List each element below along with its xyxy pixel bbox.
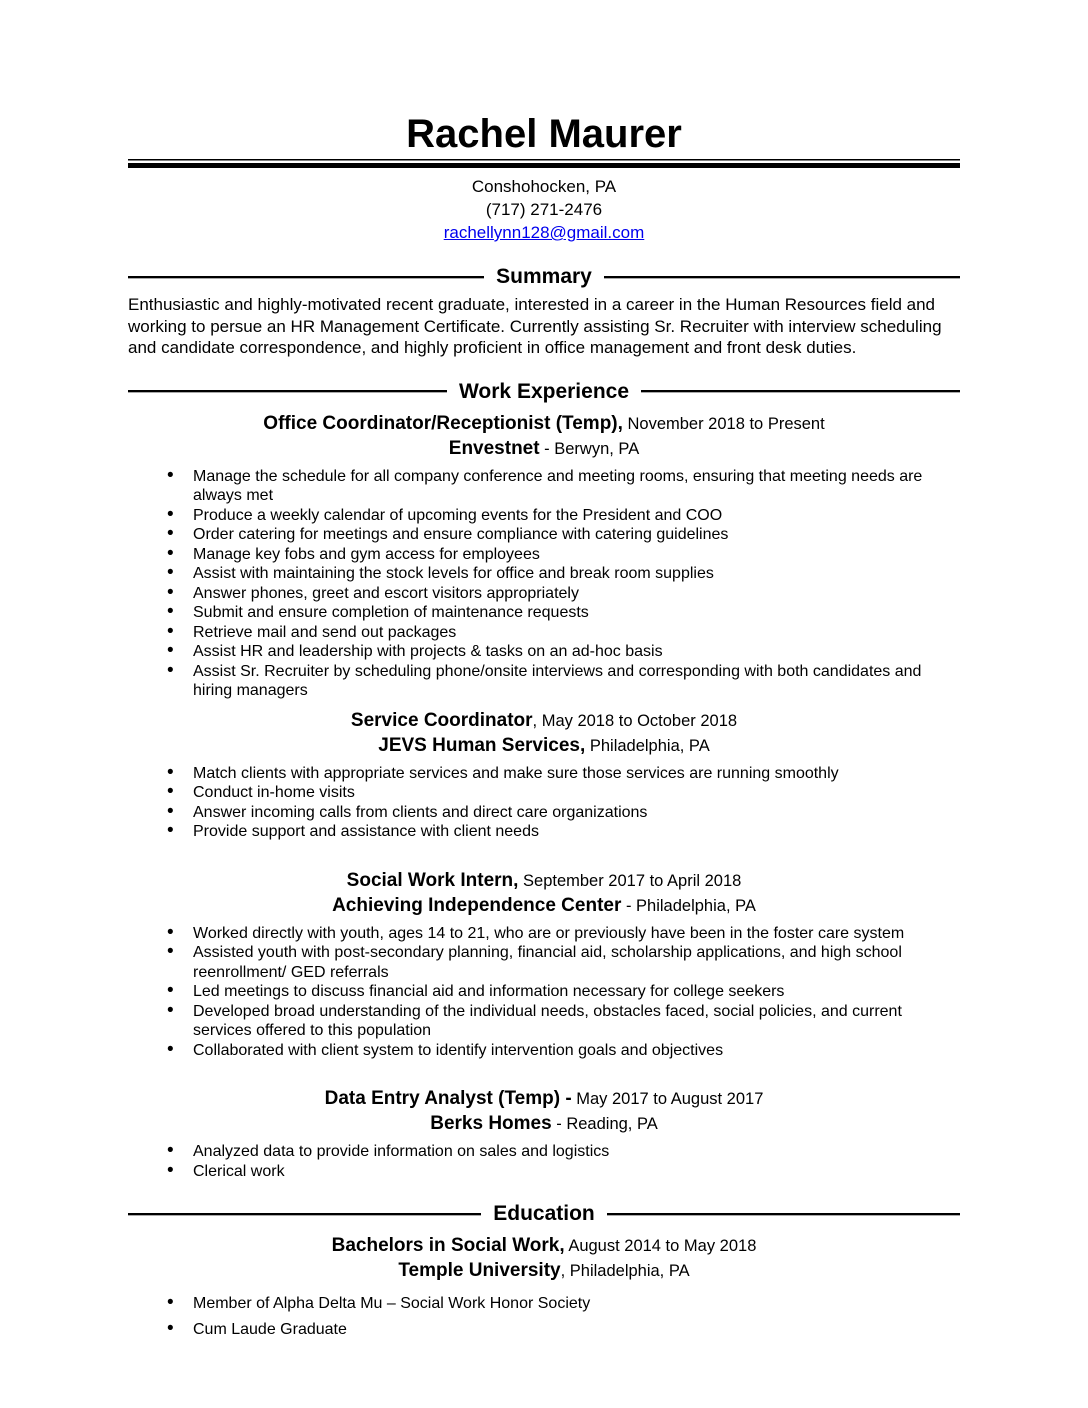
education-degree: Bachelors in Social Work,: [331, 1235, 565, 1256]
summary-section-title: Summary: [496, 265, 592, 288]
education-section-title: Education: [493, 1202, 595, 1225]
email-link[interactable]: rachellynn128@gmail.com: [443, 223, 645, 242]
heading-rule-right: [607, 1213, 960, 1216]
job-company: Berks Homes: [430, 1113, 552, 1134]
job-location: - Philadelphia, PA: [621, 896, 756, 915]
job-company-line: [128, 1113, 960, 1135]
education-dates: August 2014 to May 2018: [564, 1237, 757, 1255]
work-section-heading: [128, 380, 960, 404]
summary-section-heading: [128, 265, 960, 289]
job-role-line: [128, 870, 960, 892]
bullet-item: • Developed broad understanding of the individual needs, obstacles faced, social policies, and current services offered to this population: [128, 1002, 960, 1041]
job-dates: September 2017 to April 2018: [518, 871, 742, 890]
bullet-item: • Member of Alpha Delta Mu – Social Work Honor Society: [128, 1294, 960, 1314]
bullet-item: • Manage key fobs and gym access for employees: [128, 545, 960, 565]
job-role: Service Coordinator: [350, 709, 533, 731]
job-envestnet: [128, 413, 960, 701]
job-company: Envestnet: [448, 437, 540, 459]
job-location: - Berwyn, PA: [539, 439, 640, 458]
education-degree-line: [128, 1235, 960, 1257]
education-section-heading: [128, 1202, 960, 1226]
contact-block: [128, 175, 960, 244]
name-underline-rule: [128, 159, 960, 168]
bullet-item: • Provide support and assistance with client needs: [128, 822, 960, 842]
job-dates: , May 2018 to October 2018: [532, 711, 738, 730]
contact-phone: (717) 271-2476: [485, 200, 603, 219]
bullet-item: • Answer incoming calls from clients and direct care organizations: [128, 803, 960, 823]
bullet-item: • Retrieve mail and send out packages: [128, 623, 960, 643]
job-role: Social Work Intern,: [346, 869, 519, 891]
job-role-line: [128, 710, 960, 732]
education-location: , Philadelphia, PA: [560, 1262, 690, 1280]
contact-location: Conshohocken, PA: [471, 177, 617, 196]
job-achieving-independence: [128, 870, 960, 1061]
heading-rule-right: [604, 276, 960, 279]
job-company: JEVS Human Services,: [378, 734, 586, 756]
bullet-item: • Led meetings to discuss financial aid and information necessary for college seekers: [128, 982, 960, 1002]
heading-rule-left: [128, 1213, 481, 1216]
bullet-item: • Submit and ensure completion of maintenance requests: [128, 603, 960, 623]
job-role: Data Entry Analyst (Temp) -: [324, 1088, 572, 1109]
bullet-item: • Clerical work: [128, 1162, 960, 1182]
education-school: Temple University: [398, 1260, 561, 1281]
job-dates: May 2017 to August 2017: [571, 1090, 764, 1108]
education-bullet-list: [128, 1294, 960, 1339]
bullet-item: • Answer phones, greet and escort visitors appropriately: [128, 584, 960, 604]
summary-text: Enthusiastic and highly-motivated recent graduate, interested in a career in the Human Resources field and working to persue an HR Management Certificate. Currently assisting Sr. Recruiter with interview scheduling and candidate correspondence, and highly proficient in office management and front desk duties.: [128, 295, 942, 357]
job-bullet-list: [128, 467, 960, 701]
job-jevs: [128, 710, 960, 842]
bullet-item: • Assist HR and leadership with projects & tasks on an ad-hoc basis: [128, 642, 960, 662]
job-location: - Reading, PA: [551, 1115, 658, 1133]
bullet-item: • Collaborated with client system to identify intervention goals and objectives: [128, 1041, 960, 1061]
bullet-item: • Produce a weekly calendar of upcoming events for the President and COO: [128, 506, 960, 526]
job-role-line: [128, 413, 960, 435]
job-dates: November 2018 to Present: [622, 414, 825, 433]
bullet-item: • Manage the schedule for all company conference and meeting rooms, ensuring that meeting needs are always met: [128, 467, 960, 506]
job-role-line: [128, 1088, 960, 1110]
job-company-line: [128, 735, 960, 757]
bullet-item: • Conduct in-home visits: [128, 783, 960, 803]
heading-rule-left: [128, 276, 484, 279]
job-bullet-list: [128, 1142, 960, 1181]
bullet-item: • Worked directly with youth, ages 14 to 21, who are or previously have been in the foster care system: [128, 924, 960, 944]
heading-rule-right: [641, 390, 960, 393]
bullet-item: • Analyzed data to provide information on sales and logistics: [128, 1142, 960, 1162]
work-section-title: Work Experience: [458, 379, 630, 403]
job-company-line: [128, 438, 960, 460]
job-location: Philadelphia, PA: [585, 736, 710, 755]
education-entry: [128, 1235, 960, 1339]
job-berks-homes: [128, 1088, 960, 1181]
education-school-line: [128, 1260, 960, 1282]
job-role: Office Coordinator/Receptionist (Temp),: [263, 412, 623, 434]
job-bullet-list: [128, 924, 960, 1061]
bullet-item: • Order catering for meetings and ensure compliance with catering guidelines: [128, 525, 960, 545]
job-company-line: [128, 895, 960, 917]
bullet-item: • Match clients with appropriate services and make sure those services are running smoothly: [128, 764, 960, 784]
bullet-item: • Assisted youth with post-secondary planning, financial aid, scholarship applications, and high school reenrollment/ GED referrals: [128, 943, 960, 982]
heading-rule-left: [128, 390, 447, 393]
job-bullet-list: [128, 764, 960, 842]
bullet-item: • Cum Laude Graduate: [128, 1320, 960, 1340]
bullet-item: • Assist Sr. Recruiter by scheduling phone/onsite interviews and corresponding with both candidates and hiring managers: [128, 662, 960, 701]
job-company: Achieving Independence Center: [332, 894, 622, 916]
resume-name: Rachel Maurer: [406, 112, 682, 156]
bullet-item: • Assist with maintaining the stock levels for office and break room supplies: [128, 564, 960, 584]
